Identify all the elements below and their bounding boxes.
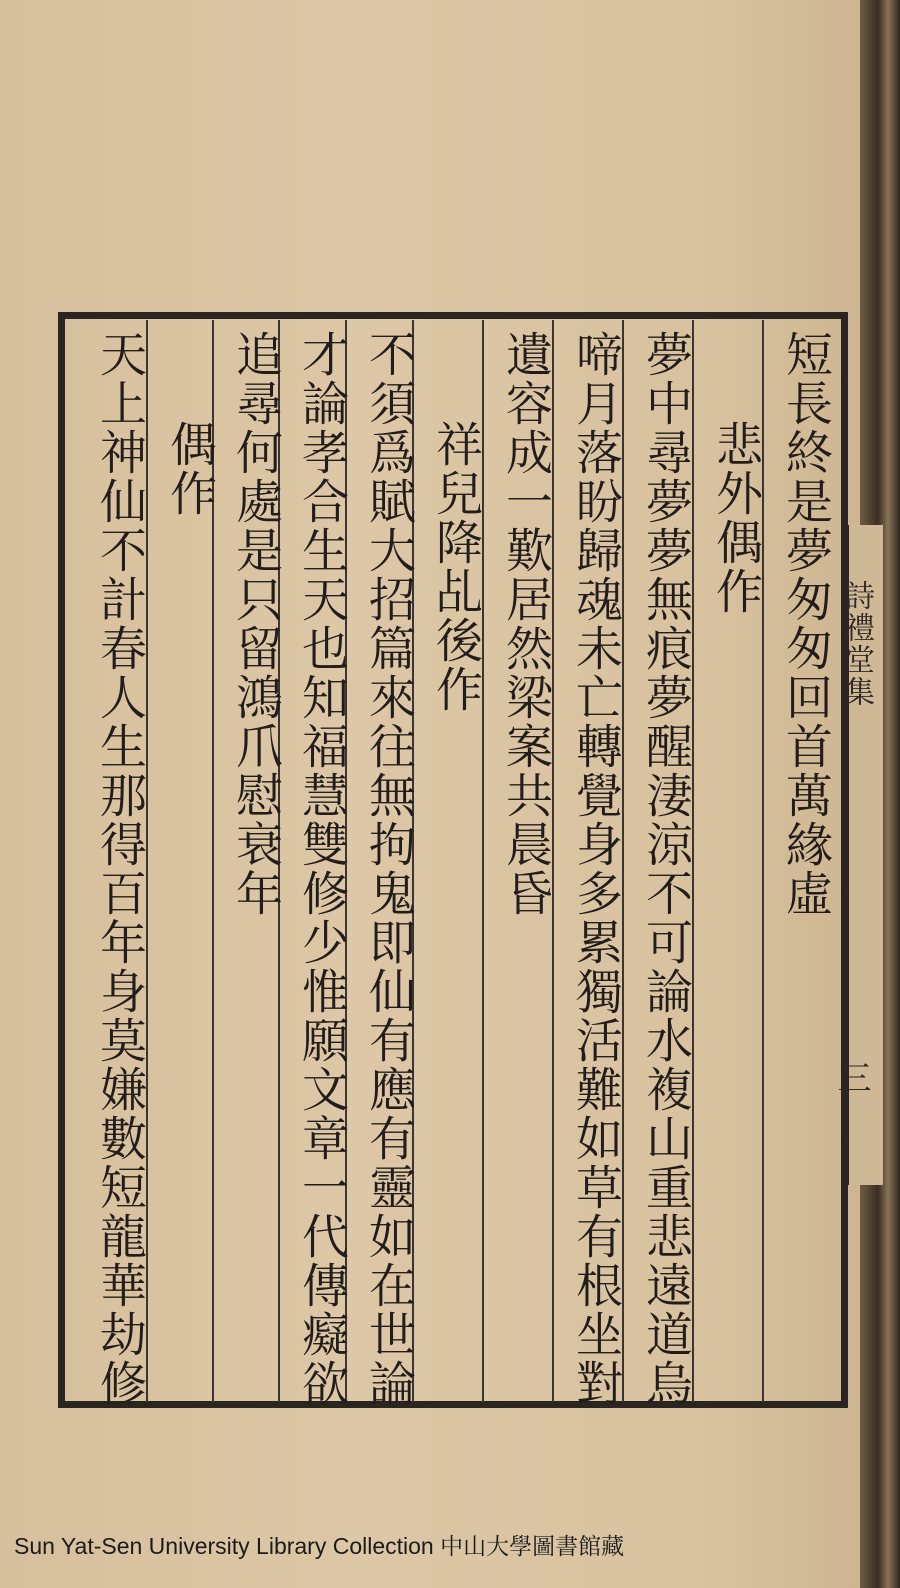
text-column-6: 祥兒降乩後作 — [428, 420, 483, 714]
text-column-7: 不須爲賦大招篇來往無拘鬼即仙有應有靈如在世論 — [361, 330, 416, 1408]
text-column-5: 遺容成一歎居然梁案共晨昏 — [498, 330, 553, 918]
page-number: 三 — [831, 1060, 871, 1094]
text-column-11: 天上神仙不計春人生那得百年身莫嫌數短龍華劫修 — [92, 330, 147, 1408]
text-column-1: 短長終是夢匆匆回首萬緣虛 — [778, 330, 833, 918]
text-column-3: 夢中尋夢夢無痕夢醒淒涼不可論水複山重悲遠道烏 — [638, 330, 693, 1408]
library-credit: Sun Yat-Sen University Library Collection 中山大學圖書館藏 — [14, 1533, 625, 1559]
spine-title: 詩禮堂集 — [839, 580, 874, 708]
text-column-10: 偶作 — [162, 420, 217, 518]
text-column-2: 悲外偶作 — [708, 420, 763, 616]
text-column-8: 才論孝合生天也知福慧雙修少惟願文章一代傳癡欲 — [294, 330, 349, 1408]
text-column-4: 啼月落盼歸魂未亡轉覺身多累獨活難如草有根坐對 — [568, 330, 623, 1408]
text-column-9: 追尋何處是只留鴻爪慰衰年 — [228, 330, 283, 918]
